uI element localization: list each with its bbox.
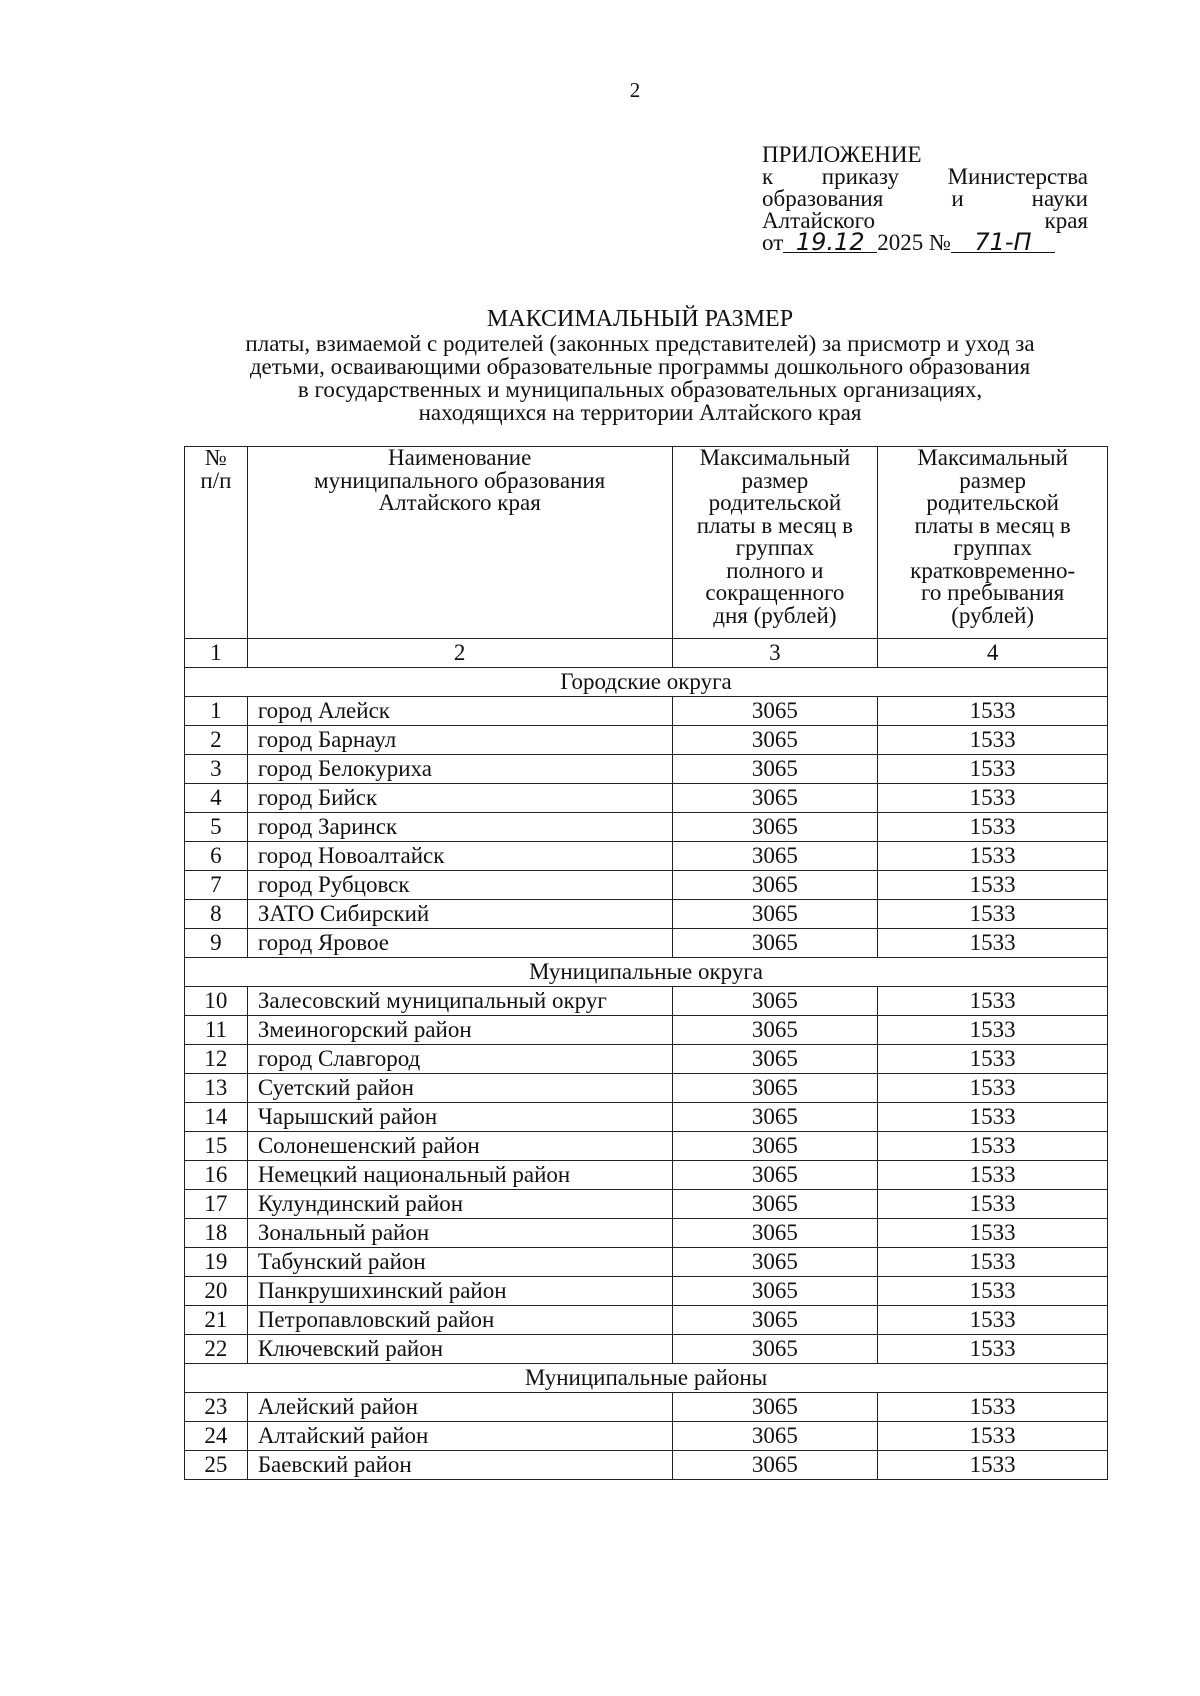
section-title: Городские округа <box>185 668 1108 697</box>
column-number: 3 <box>672 639 878 668</box>
row-number: 9 <box>185 929 248 958</box>
title-line-4: находящихся на территории Алтайского края <box>418 400 862 425</box>
column-number: 2 <box>247 639 672 668</box>
table-row <box>185 1393 1108 1422</box>
full-day-fee: 3065 <box>672 697 878 726</box>
table-row <box>185 813 1108 842</box>
short-stay-fee: 1533 <box>878 1306 1108 1335</box>
row-number: 19 <box>185 1248 248 1277</box>
section-row <box>185 668 1108 697</box>
table-row <box>185 1248 1108 1277</box>
short-stay-fee: 1533 <box>878 813 1108 842</box>
row-number: 16 <box>185 1161 248 1190</box>
handwritten-order-number: 71-П <box>951 232 1055 253</box>
table-row <box>185 1219 1108 1248</box>
municipality-name: Панкрушихинский район <box>247 1277 672 1306</box>
full-day-fee: 3065 <box>672 1219 878 1248</box>
short-stay-fee: 1533 <box>878 1393 1108 1422</box>
short-stay-fee: 1533 <box>878 1451 1108 1480</box>
municipality-name: Зональный район <box>247 1219 672 1248</box>
row-number: 13 <box>185 1074 248 1103</box>
table-row <box>185 900 1108 929</box>
table-row <box>185 1161 1108 1190</box>
section-title: Муниципальные округа <box>185 958 1108 987</box>
table-row <box>185 1074 1108 1103</box>
municipality-name: Суетский район <box>247 1074 672 1103</box>
row-number: 20 <box>185 1277 248 1306</box>
municipality-name: город Алейск <box>247 697 672 726</box>
section-row <box>185 958 1108 987</box>
section-title: Муниципальные районы <box>185 1364 1108 1393</box>
short-stay-fee: 1533 <box>878 871 1108 900</box>
municipality-name: Петропавловский район <box>247 1306 672 1335</box>
full-day-fee: 3065 <box>672 871 878 900</box>
row-number: 21 <box>185 1306 248 1335</box>
header-full-day: Максимальный размер родительской платы в месяц в группах полного и сокращенного дня (рублей) <box>672 447 878 639</box>
row-number: 2 <box>185 726 248 755</box>
full-day-fee: 3065 <box>672 1248 878 1277</box>
table-row <box>185 987 1108 1016</box>
short-stay-fee: 1533 <box>878 1219 1108 1248</box>
row-number: 6 <box>185 842 248 871</box>
table-row <box>185 726 1108 755</box>
municipality-name: Змеиногорский район <box>247 1016 672 1045</box>
full-day-fee: 3065 <box>672 755 878 784</box>
municipality-name: Залесовский муниципальный округ <box>247 987 672 1016</box>
table-row <box>185 929 1108 958</box>
municipality-name: Солонешенский район <box>247 1132 672 1161</box>
appendix-block <box>762 144 1088 254</box>
full-day-fee: 3065 <box>672 842 878 871</box>
table-header-row <box>185 447 1108 639</box>
municipality-name: Кулундинский район <box>247 1190 672 1219</box>
short-stay-fee: 1533 <box>878 784 1108 813</box>
municipality-name: ЗАТО Сибирский <box>247 900 672 929</box>
short-stay-fee: 1533 <box>878 1161 1108 1190</box>
short-stay-fee: 1533 <box>878 1422 1108 1451</box>
short-stay-fee: 1533 <box>878 1190 1108 1219</box>
municipality-name: Чарышский район <box>247 1103 672 1132</box>
row-number: 14 <box>185 1103 248 1132</box>
page-number: 2 <box>629 78 641 102</box>
short-stay-fee: 1533 <box>878 1074 1108 1103</box>
municipality-name: город Заринск <box>247 813 672 842</box>
table-row <box>185 1103 1108 1132</box>
municipality-name: Алейский район <box>247 1393 672 1422</box>
header-municipality: Наименование муниципального образования Алтайского края <box>247 447 672 639</box>
title-main: МАКСИМАЛЬНЫЙ РАЗМЕР <box>486 306 794 332</box>
row-number: 7 <box>185 871 248 900</box>
municipality-name: город Бийск <box>247 784 672 813</box>
appendix-line-2: образования и науки <box>762 186 1088 211</box>
column-number-row <box>185 639 1108 668</box>
row-number: 15 <box>185 1132 248 1161</box>
full-day-fee: 3065 <box>672 1161 878 1190</box>
short-stay-fee: 1533 <box>878 900 1108 929</box>
short-stay-fee: 1533 <box>878 1248 1108 1277</box>
row-number: 5 <box>185 813 248 842</box>
table-row <box>185 1277 1108 1306</box>
full-day-fee: 3065 <box>672 987 878 1016</box>
table-row <box>185 1335 1108 1364</box>
full-day-fee: 3065 <box>672 1016 878 1045</box>
table-row <box>185 1422 1108 1451</box>
title-line-3: в государственных и муниципальных образовательных организациях, <box>297 377 983 402</box>
table-row <box>185 784 1108 813</box>
full-day-fee: 3065 <box>672 1074 878 1103</box>
municipality-name: город Барнаул <box>247 726 672 755</box>
row-number: 10 <box>185 987 248 1016</box>
municipality-name: Табунский район <box>247 1248 672 1277</box>
full-day-fee: 3065 <box>672 1045 878 1074</box>
short-stay-fee: 1533 <box>878 1016 1108 1045</box>
short-stay-fee: 1533 <box>878 1045 1108 1074</box>
header-short-stay: Максимальный размер родительской платы в месяц в группах кратковременно- го пребывания (рублей) <box>878 447 1108 639</box>
fees-table <box>184 446 1108 1480</box>
row-number: 3 <box>185 755 248 784</box>
header-number: № п/п <box>185 447 248 639</box>
municipality-name: город Яровое <box>247 929 672 958</box>
municipality-name: город Белокуриха <box>247 755 672 784</box>
full-day-fee: 3065 <box>672 1132 878 1161</box>
row-number: 11 <box>185 1016 248 1045</box>
municipality-name: город Рубцовск <box>247 871 672 900</box>
column-number: 4 <box>878 639 1108 668</box>
municipality-name: город Новоалтайск <box>247 842 672 871</box>
full-day-fee: 3065 <box>672 1422 878 1451</box>
short-stay-fee: 1533 <box>878 929 1108 958</box>
short-stay-fee: 1533 <box>878 987 1108 1016</box>
full-day-fee: 3065 <box>672 929 878 958</box>
row-number: 24 <box>185 1422 248 1451</box>
full-day-fee: 3065 <box>672 1306 878 1335</box>
full-day-fee: 3065 <box>672 813 878 842</box>
municipality-name: Немецкий национальный район <box>247 1161 672 1190</box>
appendix-title: ПРИЛОЖЕНИЕ <box>762 142 922 167</box>
order-date-line: от 19.12 2025 № 71-П <box>762 232 1088 254</box>
short-stay-fee: 1533 <box>878 1277 1108 1306</box>
municipality-name: город Славгород <box>247 1045 672 1074</box>
short-stay-fee: 1533 <box>878 1132 1108 1161</box>
row-number: 18 <box>185 1219 248 1248</box>
full-day-fee: 3065 <box>672 726 878 755</box>
short-stay-fee: 1533 <box>878 1335 1108 1364</box>
table-row <box>185 1306 1108 1335</box>
full-day-fee: 3065 <box>672 784 878 813</box>
full-day-fee: 3065 <box>672 1277 878 1306</box>
table-body <box>185 668 1108 1480</box>
full-day-fee: 3065 <box>672 1103 878 1132</box>
full-day-fee: 3065 <box>672 1190 878 1219</box>
row-number: 25 <box>185 1451 248 1480</box>
title-line-1: платы, взимаемой с родителей (законных представителей) за присмотр и уход за <box>245 331 1035 356</box>
row-number: 22 <box>185 1335 248 1364</box>
table-row <box>185 842 1108 871</box>
table-row <box>185 1190 1108 1219</box>
appendix-line-3: Алтайского края <box>762 208 1088 233</box>
full-day-fee: 3065 <box>672 1335 878 1364</box>
handwritten-date: 19.12 <box>783 232 877 253</box>
appendix-line-1: к приказу Министерства <box>762 164 1088 189</box>
table-row <box>185 697 1108 726</box>
row-number: 8 <box>185 900 248 929</box>
table-row <box>185 871 1108 900</box>
table-row <box>185 755 1108 784</box>
table-row <box>185 1045 1108 1074</box>
title-line-2: детьми, осваивающими образовательные программы дошкольного образования <box>249 354 1031 379</box>
full-day-fee: 3065 <box>672 900 878 929</box>
short-stay-fee: 1533 <box>878 842 1108 871</box>
row-number: 1 <box>185 697 248 726</box>
section-row <box>185 1364 1108 1393</box>
table-row <box>185 1016 1108 1045</box>
full-day-fee: 3065 <box>672 1451 878 1480</box>
short-stay-fee: 1533 <box>878 1103 1108 1132</box>
municipality-name: Алтайский район <box>247 1422 672 1451</box>
full-day-fee: 3065 <box>672 1393 878 1422</box>
short-stay-fee: 1533 <box>878 726 1108 755</box>
table-row <box>185 1132 1108 1161</box>
column-number: 1 <box>185 639 248 668</box>
row-number: 17 <box>185 1190 248 1219</box>
row-number: 23 <box>185 1393 248 1422</box>
document-title <box>185 306 1095 424</box>
table-row <box>185 1451 1108 1480</box>
row-number: 12 <box>185 1045 248 1074</box>
short-stay-fee: 1533 <box>878 697 1108 726</box>
short-stay-fee: 1533 <box>878 755 1108 784</box>
municipality-name: Ключевский район <box>247 1335 672 1364</box>
row-number: 4 <box>185 784 248 813</box>
municipality-name: Баевский район <box>247 1451 672 1480</box>
